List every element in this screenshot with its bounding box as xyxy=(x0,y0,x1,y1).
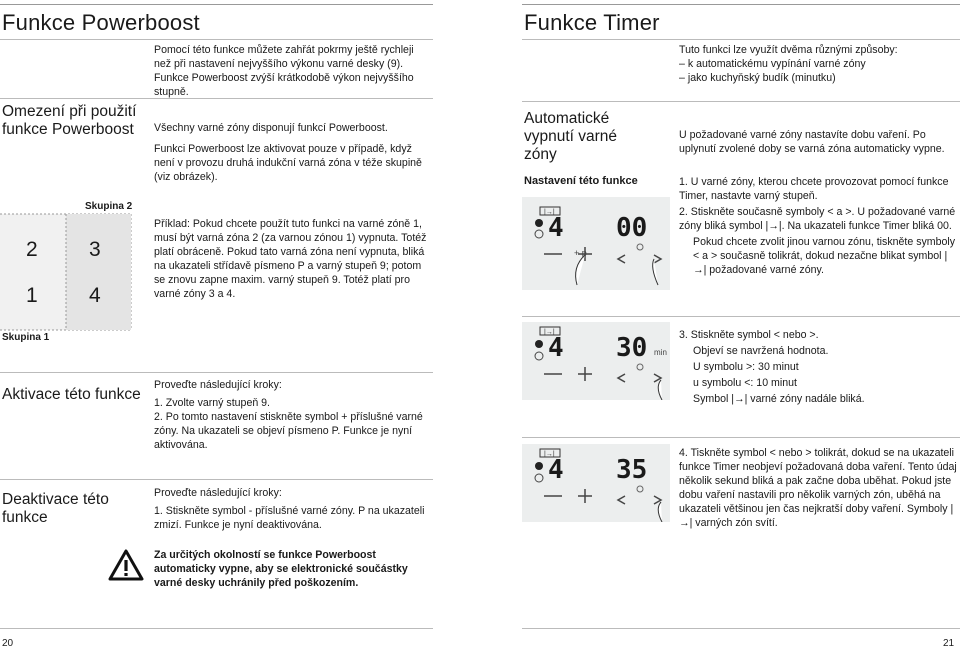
zone-display: 4 xyxy=(548,333,564,363)
timer-use-item: – k automatickému vypínání varné zóny xyxy=(679,58,866,70)
restriction-text xyxy=(154,121,432,184)
deactivation-step: 1. Stiskněte symbol - příslušné varné zóny. P na ukazateli zmizí. Funkce je nyní deaktivována. xyxy=(154,505,425,531)
auto-off-text: U požadované varné zóny nastavíte dobu vaření. Po uplynutí zvolené doby se varná zóna automaticky vypne. xyxy=(679,129,945,155)
timer-use-item: – jako kuchyňský budík (minutku) xyxy=(679,72,836,84)
svg-text:|→|: |→| xyxy=(544,451,555,458)
plus-p-label: + p xyxy=(574,248,587,258)
control-panel-illustration xyxy=(522,322,670,400)
deactivation-steps xyxy=(154,486,432,532)
control-panel-illustration xyxy=(522,197,670,290)
timer-intro xyxy=(679,43,957,85)
setup-steps-b xyxy=(679,328,957,406)
zone-group-diagram xyxy=(0,200,135,335)
restriction-paragraph: Funkci Powerboost lze aktivovat pouze v případě, když není v provozu druhá indukční varná zóna v téže skupině (viz obrázek). xyxy=(154,143,422,183)
timer-display: 30 xyxy=(616,333,648,363)
page-title-powerboost: Funkce Powerboost xyxy=(2,10,200,35)
page-title-timer: Funkce Timer xyxy=(524,10,660,35)
powerboost-intro xyxy=(154,43,432,99)
zone-label: 4 xyxy=(89,284,101,307)
setup-step: u symbolu <: 10 minut xyxy=(693,377,797,389)
setup-steps-c: 4. Tiskněte symbol < nebo > tolikrát, dokud se na ukazateli funkce Timer neobjeví požadovaná doba vaření. Tento údaj několik sekund bliká a pak začne doba uběhat. Pokud jste dobu vaření nastavili pro několik varných zón, uběhá na ukazateli většinou jen čas nejkratší doby vaření. Symboly |→| varných zón svítí. xyxy=(679,447,957,529)
deactivation-heading: Deaktivace této funkce xyxy=(2,491,109,526)
page-number-right: 21 xyxy=(943,638,955,649)
setup-step: Objeví se navržená hodnota. xyxy=(693,345,829,357)
control-panel-illustration xyxy=(522,444,670,522)
setup-step: 1. U varné zóny, kterou chcete provozovat pomocí funkce Timer, nastavte varný stupeň. xyxy=(679,176,949,202)
group-2-label: Skupina 2 xyxy=(85,201,133,212)
zone-display: 4 xyxy=(548,455,564,485)
activation-step: 1. Zvolte varný stupeň 9. xyxy=(154,397,271,409)
group-1-label: Skupina 1 xyxy=(2,332,50,343)
timer-display: 35 xyxy=(616,455,648,485)
timer-display: 00 xyxy=(616,213,648,243)
setup-step: U symbolu >: 30 minut xyxy=(693,361,799,373)
activation-heading: Aktivace této funkce xyxy=(2,386,141,403)
example-text: Příklad: Pokud chcete použít tuto funkci na varné zóně 1, musí být varná zóna 2 (za varnou zónou 1) vypnuta. Totéž platí obráceně. Pokud tato varná zóna není vypnuta, bliká na ukazateli střídavě písmeno P a varný stupeň 9; potom se znovu zapne maxim. varný stupeň 9. Totéž platí pro varné zóny 3 a 4. xyxy=(154,218,427,300)
setup-step: Symbol |→| varné zóny nadále bliká. xyxy=(693,393,865,405)
activation-lead: Proveďte následující kroky: xyxy=(154,379,282,391)
restriction-paragraph: Všechny varné zóny disponují funkcí Powerboost. xyxy=(154,122,388,134)
warning-icon xyxy=(108,549,144,586)
zone-label: 1 xyxy=(26,284,38,307)
setup-step: Pokud chcete zvolit jinou varnou zónu, tiskněte symboly < a > současně tolikrát, dokud nezačne blikat symbol |→| požadované varné zóny. xyxy=(693,236,956,276)
page-number-left: 20 xyxy=(2,638,14,649)
zone-display: 4 xyxy=(548,213,564,243)
zone-label: 2 xyxy=(26,238,38,261)
activation-steps xyxy=(154,378,432,452)
svg-text:|→|: |→| xyxy=(544,209,555,216)
setup-step: 2. Stiskněte současně symboly < a >. U požadované varné zóny bliká symbol |→|. Na ukazateli funkce Timer bliká 00. xyxy=(679,206,956,232)
intro-paragraph: Pomocí této funkce můžete zahřát pokrmy ještě rychleji než při nastavení nejvyššího výkonu varné desky (9). xyxy=(154,44,414,70)
activation-step: 2. Po tomto nastavení stiskněte symbol + příslušné varné zóny. Na ukazateli se objeví písmeno P. Funkce je nyní aktivována. xyxy=(154,411,423,451)
timer-unit-label: min xyxy=(654,348,667,357)
svg-text:|→|: |→| xyxy=(544,329,555,336)
setup-step: 3. Stiskněte symbol < nebo >. xyxy=(679,329,819,341)
warning-text: Za určitých okolností se funkce Powerboost automaticky vypne, aby se elektronické součástky varné desky uchránily před poškozením. xyxy=(154,549,408,589)
auto-off-heading: Automatické vypnutí varné zóny xyxy=(524,110,618,163)
intro-paragraph: Funkce Powerboost zvýší krátkodobě výkon nejvyššího stupně. xyxy=(154,72,414,98)
deactivation-lead: Proveďte následující kroky: xyxy=(154,487,282,499)
setup-heading: Nastavení této funkce xyxy=(524,175,638,187)
restriction-heading: Omezení při použití funkce Powerboost xyxy=(2,103,137,138)
zone-label: 3 xyxy=(89,238,101,261)
timer-intro-text: Tuto funkci lze využít dvěma různými způsoby: xyxy=(679,44,898,56)
setup-steps-a xyxy=(679,175,957,277)
